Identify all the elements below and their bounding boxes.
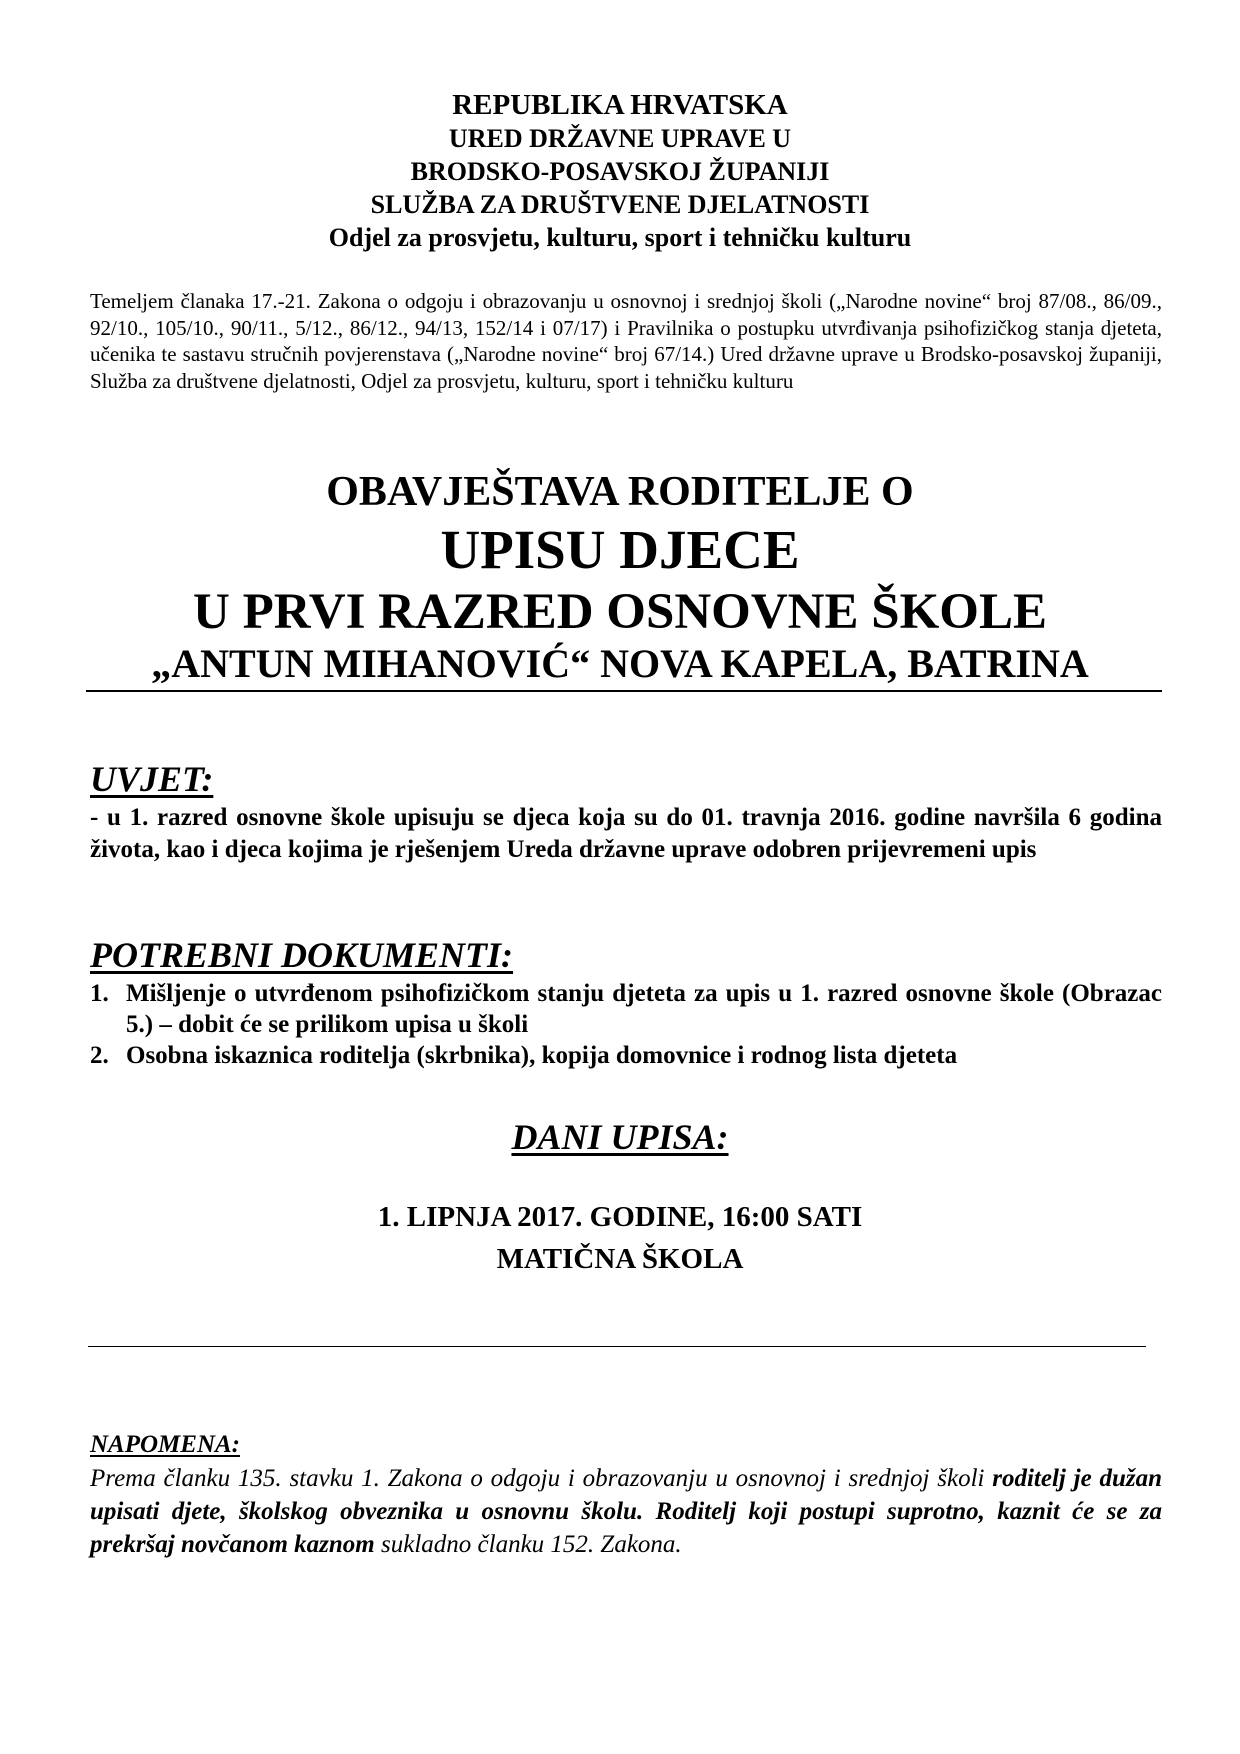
- list-item-number: 2.: [90, 1042, 109, 1069]
- note-heading: NAPOMENA:: [90, 1431, 241, 1458]
- enrollment-date: 1. LIPNJA 2017. GODINE, 16:00 SATI: [377, 1201, 863, 1233]
- documents-heading: POTREBNI DOKUMENTI:: [90, 935, 514, 975]
- header-country: REPUBLIKA HRVATSKA: [452, 89, 788, 121]
- list-item-text: Mišljenje o utvrđenom psihofizičkom stanju djeteta za upis u 1. razred osnovne škole (Obrazac 5.) – dobit će se prilikom upisa u školi: [126, 980, 1162, 1038]
- condition-heading: UVJET:: [90, 759, 214, 799]
- note-text: [90, 1462, 1162, 1561]
- note-text-bold: roditelj je dužan upisati djete, školskog obveznika u osnovnu školu. Roditelj koji postupi suprotno, kaznit će se za prekršaj novčanom kaznom: [90, 1465, 1162, 1558]
- intro-paragraph: Temeljem članaka 17.-21. Zakona o odgoju i obrazovanju u osnovnoj i srednjoj školi („Narodne novine“ broj 87/08., 86/09., 92/10., 105/10., 90/11., 5/12., 86/12., 94/13, 152/14 i 07/17) i Pravilnika o postupku utvrđivanja psihofizičkog stanja djeteta, učenika te sastavu stručnih povjerenstava („Narodne novine“ broj 67/14.) Ured državne uprave u Brodsko-posavskoj županiji, Služba za društvene djelatnosti, Odjel za prosvjetu, kulturu, sport i tehničku kulturu: [90, 289, 1162, 393]
- header-service: SLUŽBA ZA DRUŠTVENE DJELATNOSTI: [370, 190, 870, 219]
- header-office-line2: BRODSKO-POSAVSKOJ ŽUPANIJI: [410, 157, 830, 186]
- title-line-1: OBAVJEŠTAVA RODITELJE O: [326, 469, 914, 515]
- condition-text: - u 1. razred osnovne škole upisuju se djeca koja su do 01. travnja 2016. godine navršila 6 godina života, kao i djeca kojima je rješenjem Ureda državne uprave odobren prijevremeni upis: [90, 804, 1162, 863]
- header-department: Odjel za prosvjetu, kulturu, sport i tehničku kulturu: [328, 223, 912, 252]
- documents-list: [90, 978, 1162, 1071]
- list-item: [90, 978, 1162, 1040]
- document-header: [0, 88, 1240, 254]
- list-item: [90, 1040, 1162, 1071]
- title-line-4: „ANTUN MIHANOVIĆ“ NOVA KAPELA, BATRINA: [151, 641, 1089, 686]
- header-office-line1: URED DRŽAVNE UPRAVE U: [448, 124, 792, 153]
- list-item-text: Osobna iskaznica roditelja (skrbnika), kopija domovnice i rodnog lista djeteta: [126, 1042, 958, 1069]
- title-divider: [86, 690, 1162, 692]
- list-item-number: 1.: [90, 980, 109, 1007]
- section-divider: [88, 1346, 1146, 1347]
- enrollment-heading: DANI UPISA:: [511, 1117, 729, 1157]
- title-line-2: UPISU DJECE: [440, 519, 800, 580]
- note-text-part1: Prema članku 135. stavku 1. Zakona o odgoju i obrazovanju u osnovnoj i srednjoj školi: [90, 1465, 993, 1492]
- enrollment-place: MATIČNA ŠKOLA: [496, 1243, 744, 1275]
- enrollment-details: [0, 1196, 1240, 1280]
- note-text-part3: sukladno članku 152. Zakona.: [374, 1531, 682, 1558]
- title-line-3: U PRVI RAZRED OSNOVNE ŠKOLE: [192, 584, 1047, 640]
